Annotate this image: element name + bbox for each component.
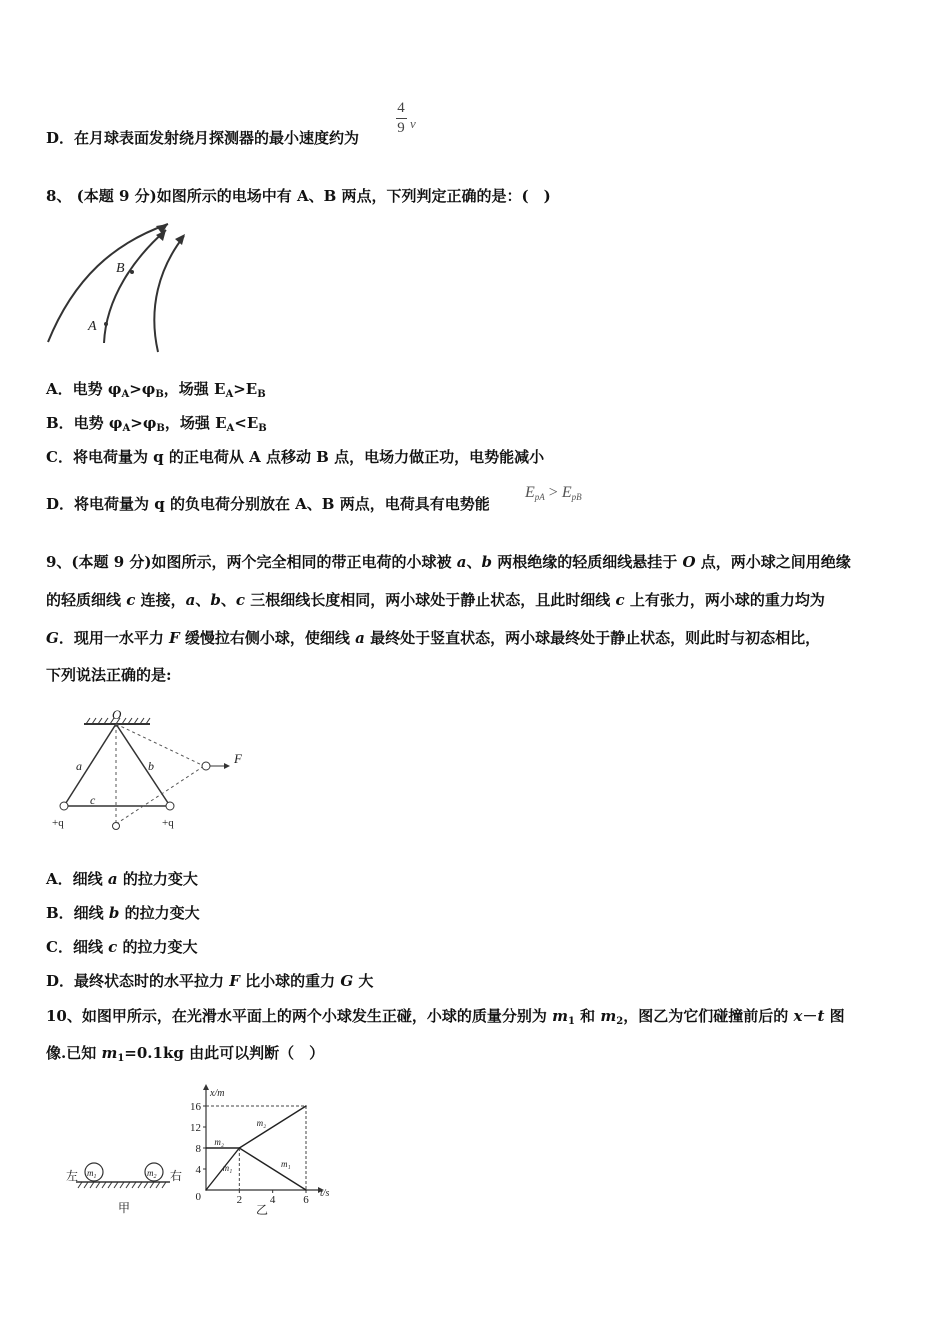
ground-hatch — [78, 1182, 166, 1188]
label-a: A — [88, 319, 97, 334]
q9-l2-t2: 连接， — [135, 591, 186, 609]
q9-l3-t3: 最终处于竖直状态，两小球最终处于静止状态，则此时与初态相比， — [364, 629, 821, 647]
q9-d-t3: 大 — [353, 972, 374, 990]
q9-l3-t1: ．现用一水平力 — [58, 629, 170, 647]
q10-l1-m2: m — [600, 1007, 617, 1025]
field-line-2 — [104, 230, 166, 343]
q9-d-v1: F — [229, 972, 240, 990]
q8-field-figure — [44, 218, 194, 358]
series-label-m2-left: m₂ — [214, 1137, 224, 1147]
q8-option-c: C．将电荷量为 q 的正电荷从 A 点移动 B 点，电场力做正功，电势能减小 — [46, 448, 545, 466]
q9-figure — [50, 708, 250, 838]
q9-l1-t4: 点，两小球之间用绝缘 — [695, 553, 851, 571]
ball-m2-label: $m_2$ — [147, 1168, 157, 1180]
q9-l2-v1: c — [126, 591, 136, 609]
q8-a-sub2: B — [155, 389, 164, 400]
y-tick-label-0: 0 — [195, 1191, 201, 1203]
q8-option-a — [46, 379, 266, 405]
q9-b-t1: B．细线 — [46, 904, 109, 922]
q8-a-sub4: B — [257, 389, 266, 400]
q10-l1-m1: m — [552, 1007, 568, 1025]
label-q-left: +q — [52, 817, 64, 829]
q8-b-sub3: A — [226, 423, 235, 434]
q9-l2-t5: 三根细线长度相同，两小球处于静止状态，且此时细线 — [245, 591, 616, 609]
q9-l2-t1: 的轻质细线 — [46, 591, 127, 609]
q8-b-sub2: B — [156, 423, 165, 434]
x-tick-label-2: 2 — [236, 1194, 243, 1206]
series-line-m1 — [206, 1148, 306, 1190]
q8-d-op: > — [544, 484, 562, 501]
q8-b-pre: B．电势 φ — [46, 414, 123, 432]
q9-a-t1: A．细线 — [46, 870, 108, 888]
q9-stem-line2 — [46, 590, 825, 610]
label-c: c — [90, 793, 96, 807]
q8-b-mid2: ，场强 E — [164, 414, 227, 432]
q9-a-t2: 的拉力变大 — [117, 870, 198, 888]
q9-stem-line3 — [46, 628, 820, 648]
x-tick-label-4: 4 — [269, 1194, 276, 1206]
q8-d-sub2: pB — [571, 492, 582, 502]
q10-l1-s1: 1 — [567, 1016, 575, 1027]
q9-l2-t6: 上有张力，两小球的重力均为 — [624, 591, 825, 609]
q9-b-v: b — [108, 904, 120, 922]
label-b: b — [148, 759, 154, 773]
q10-l2-m: m — [101, 1044, 118, 1062]
series-label-m1-right: m₁ — [281, 1159, 291, 1169]
field-line-3 — [154, 236, 184, 352]
ball-left — [60, 802, 68, 810]
q8-a-mid2: ，场强 E — [163, 380, 226, 398]
label-a: a — [76, 759, 82, 773]
q10-figure-jia — [62, 1150, 192, 1220]
q9-l2-v4: c — [235, 591, 246, 609]
final-string-c — [116, 766, 204, 824]
q7-fraction — [396, 100, 407, 137]
q10-l1-s2: 2 — [616, 1016, 624, 1027]
q10-l1-t1: 10、如图甲所示，在光滑水平面上的两个小球发生正碰，小球的质量分别为 — [46, 1007, 553, 1025]
q9-l3-v3: a — [355, 629, 365, 647]
q7-option-d-label: D． — [46, 129, 75, 147]
q8-d-sub1: pA — [534, 492, 545, 502]
x-tick-label-6: 6 — [303, 1194, 309, 1206]
q8-b-sub1: A — [122, 423, 131, 434]
q10-l1-t4: － — [802, 1007, 818, 1025]
q9-l3-v2: F — [169, 629, 180, 647]
point-m1-0 — [205, 1189, 207, 1191]
q7-frac-numerator: 4 — [397, 100, 405, 116]
q7-option-d — [46, 128, 359, 148]
q8-a-mid1: >φ — [129, 380, 156, 398]
q10-l1-t: t — [817, 1007, 825, 1025]
label-f: F — [234, 751, 242, 766]
arrow-head-3 — [175, 234, 185, 245]
q9-l1-v2: b — [481, 553, 492, 571]
series-label-m2-upper: m₂ — [256, 1118, 267, 1128]
y-tick-label-16: 16 — [190, 1101, 201, 1113]
y-axis-label: x/m — [210, 1088, 225, 1099]
point-m2-0 — [205, 1147, 207, 1149]
q8-option-d: D．将电荷量为 q 的负电荷分别放在 A、B 两点，电荷具有电势能 — [46, 495, 490, 513]
point-b — [130, 270, 134, 274]
q9-d-t2: 比小球的重力 — [239, 972, 341, 990]
point-m2-1 — [239, 1147, 241, 1149]
q8-a-sub3: A — [225, 389, 234, 400]
y-axis-arrow — [203, 1084, 209, 1090]
point-m2-2 — [305, 1105, 307, 1107]
q8-d-math — [525, 484, 582, 502]
label-q-right: +q — [162, 817, 174, 829]
series-label-m1-lower: m₁ — [222, 1163, 233, 1173]
q9-l3-v1: G — [46, 629, 59, 647]
ball-final-bottom — [113, 823, 120, 830]
label-left: 左 — [66, 1169, 79, 1183]
ball-m1-label: $m_1$ — [87, 1168, 97, 1180]
q7-frac-var: v — [410, 116, 416, 131]
q9-option-b — [46, 903, 200, 923]
y-tick-label-12: 12 — [190, 1122, 201, 1134]
force-arrow-head — [224, 763, 230, 769]
q9-l1-t1: 9、(本题 9 分)如图所示，两个完全相同的带正电荷的小球被 — [46, 553, 457, 571]
q10-stem-line2 — [46, 1043, 324, 1069]
caption-yi: 乙 — [256, 1203, 269, 1217]
q10-l2-t1: 像.已知 — [46, 1044, 102, 1062]
q9-c-t1: C．细线 — [46, 938, 109, 956]
q9-d-t1: D．最终状态时的水平拉力 — [46, 972, 230, 990]
q10-stem-line1 — [46, 1006, 845, 1032]
q8-a-mid3: >E — [233, 380, 258, 398]
q10-l2-s: 1 — [117, 1053, 125, 1064]
q7-option-d-text: 在月球表面发射绕月探测器的最小速度约为 — [74, 129, 360, 147]
ball-final-right — [202, 762, 210, 770]
point-m1-2 — [305, 1189, 307, 1191]
caption-jia: 甲 — [118, 1201, 131, 1215]
q9-l2-v5: c — [615, 591, 625, 609]
q10-l1-x: x — [793, 1007, 803, 1025]
q8-b-sub4: B — [258, 423, 267, 434]
q7-frac-denominator: 9 — [397, 120, 405, 136]
label-o: O — [112, 707, 122, 722]
q10-l1-t3: ，图乙为它们碰撞前后的 — [623, 1007, 794, 1025]
q10-xt-chart — [182, 1074, 342, 1234]
q9-l2-v2: a — [185, 591, 196, 609]
q9-stem-line4: 下列说法正确的是: — [46, 666, 172, 684]
y-tick-label-4: 4 — [195, 1164, 201, 1176]
q9-l1-v1: a — [456, 553, 467, 571]
q9-c-t2: 的拉力变大 — [117, 938, 198, 956]
q9-l2-t3: 、 — [195, 591, 211, 609]
q9-option-a — [46, 869, 198, 889]
q7-frac-bar — [396, 118, 407, 119]
q9-stem-line1 — [46, 552, 851, 572]
q8-b-mid3: <E — [234, 414, 259, 432]
q9-option-c — [46, 937, 198, 957]
q8-d-e2: E — [561, 484, 572, 501]
q9-d-v2: G — [340, 972, 354, 990]
point-a — [104, 322, 108, 326]
q9-l2-v3: b — [210, 591, 221, 609]
q9-option-d — [46, 971, 373, 991]
q9-b-t2: 的拉力变大 — [119, 904, 200, 922]
q10-l1-t5: 图 — [824, 1007, 845, 1025]
field-line-1 — [48, 224, 168, 342]
q9-l1-v3: O — [682, 553, 696, 571]
q9-l1-t3: 两根绝缘的轻质细线悬挂于 — [492, 553, 683, 571]
q8-stem: 8、 (本题 9 分)如图所示的电场中有 A、B 两点，下列判定正确的是：( ) — [46, 187, 551, 205]
label-b: B — [116, 261, 125, 276]
q8-a-pre: A．电势 φ — [46, 380, 122, 398]
q9-l2-t4: 、 — [220, 591, 236, 609]
q8-a-sub1: A — [121, 389, 130, 400]
q8-option-b — [46, 413, 267, 439]
label-right: 右 — [170, 1169, 183, 1183]
q8-d-e1: E — [525, 484, 535, 501]
y-tick-label-8: 8 — [195, 1143, 201, 1155]
ball-right — [166, 802, 174, 810]
q9-c-v: c — [108, 938, 118, 956]
q10-l2-t2: =0.1kg 由此可以判断（ ） — [124, 1044, 325, 1062]
q8-b-mid1: >φ — [130, 414, 157, 432]
q9-l1-t2: 、 — [466, 553, 482, 571]
q9-l3-t2: 缓慢拉右侧小球，使细线 — [179, 629, 356, 647]
x-axis-label: t/s — [320, 1188, 330, 1199]
q10-l1-t2: 和 — [574, 1007, 601, 1025]
q9-a-v: a — [107, 870, 118, 888]
